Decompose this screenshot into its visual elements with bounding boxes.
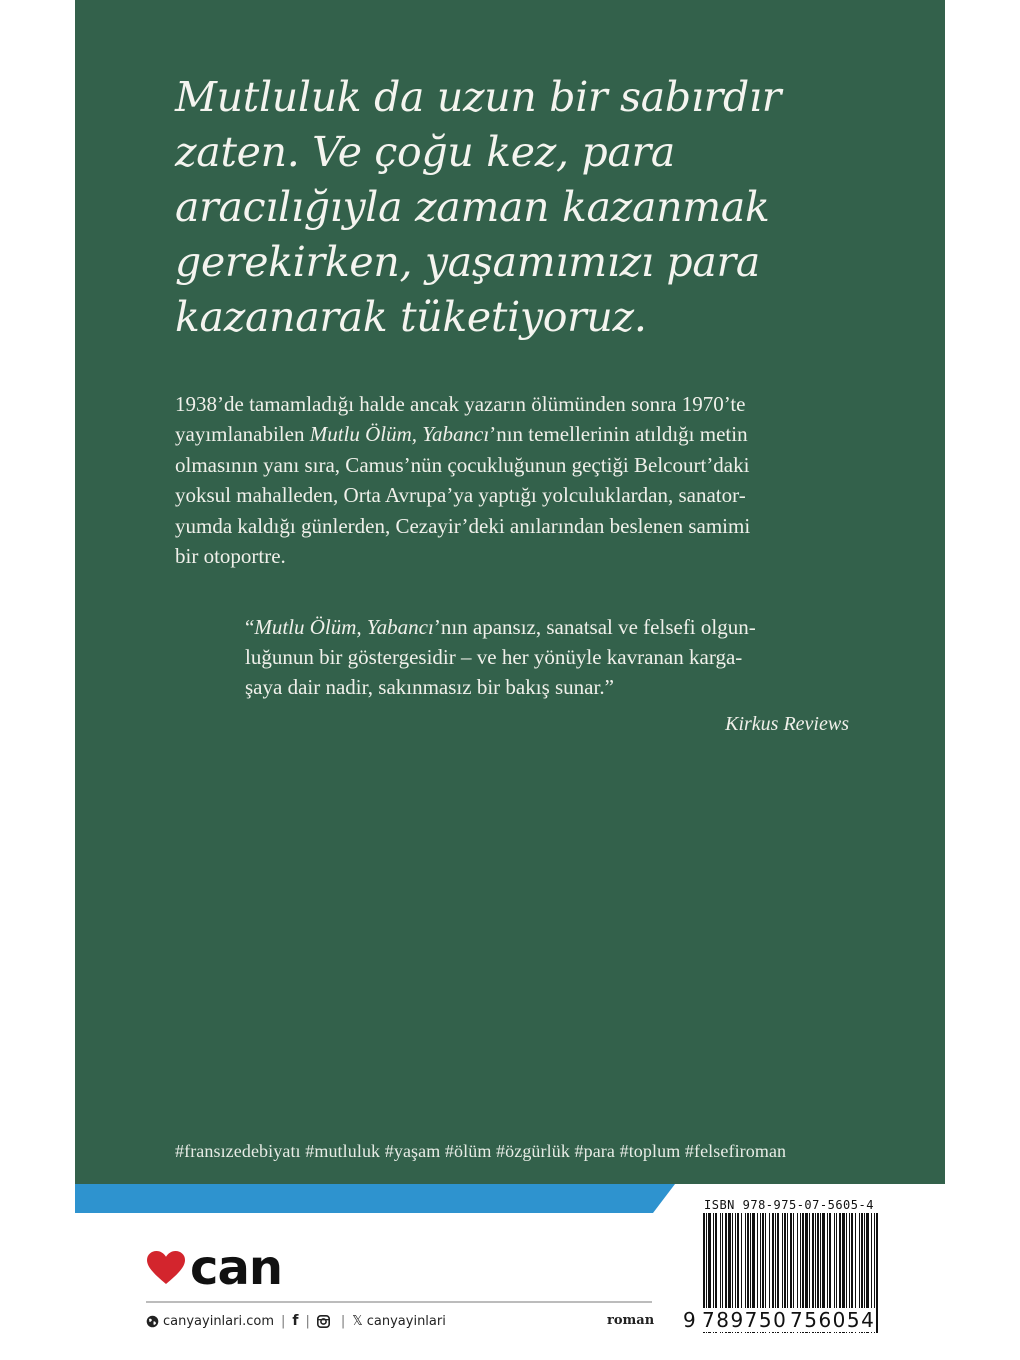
description-line: bir otoportre.	[175, 544, 286, 569]
epigraph-quote	[175, 70, 855, 345]
logo-text: can	[190, 1240, 283, 1296]
website-link[interactable]: canyayinlari.com	[163, 1313, 274, 1329]
description-line: olmasının yanı sıra, Camus’nün çocukluğunun geçtiği Belcourt’daki	[175, 452, 750, 477]
isbn-label: ISBN 978-975-07-5605-4	[704, 1198, 874, 1212]
quote-line: aracılığıyla zaman kazanmak	[175, 183, 770, 231]
separator: |	[281, 1313, 286, 1329]
separator: |	[340, 1313, 346, 1329]
publisher-logo	[146, 1240, 283, 1296]
isbn-digits	[683, 1308, 883, 1334]
heart-icon	[146, 1250, 186, 1286]
review-source: Kirkus Reviews	[725, 713, 849, 735]
book-title: Yabancı	[422, 422, 490, 447]
isbn-group-2: 756054	[790, 1308, 876, 1332]
review-quote	[245, 612, 851, 702]
quote-line: gerekirken, yaşamımızı para	[175, 238, 760, 286]
publisher-contacts	[146, 1310, 446, 1332]
isbn-first-digit: 9	[683, 1308, 696, 1332]
hashtags: #fransızedebiyatı #mutluluk #yaşam #ölüm #özgürlük #para #toplum #felsefiroman	[175, 1141, 787, 1161]
description-line: yayımlanabilen Mutlu Ölüm, Yabancı’nın temellerinin atıldığı metin	[175, 422, 748, 447]
facebook-icon[interactable]: f	[292, 1313, 299, 1329]
review-line: “Mutlu Ölüm, Yabancı’nın apansız, sanatsal ve felsefi olgun-	[245, 615, 756, 639]
review-line: şaya dair nadir, sakınmasız bir bakış sunar.”	[245, 675, 614, 699]
book-title: Yabancı	[366, 615, 434, 639]
quote-line: Mutluluk da uzun bir sabırdır	[175, 73, 782, 121]
quote-line: kazanarak tüketiyoruz.	[175, 293, 647, 341]
genre-label: roman	[607, 1313, 655, 1328]
separator: |	[305, 1313, 310, 1329]
isbn-group-1: 789750	[702, 1308, 788, 1332]
instagram-icon[interactable]	[317, 1315, 330, 1328]
blue-band	[75, 1184, 675, 1213]
book-title: Mutlu Ölüm	[254, 615, 357, 639]
footer-divider	[146, 1301, 652, 1303]
x-icon[interactable]: 𝕏	[352, 1313, 363, 1329]
book-description	[175, 389, 851, 571]
back-cover-panel	[75, 0, 945, 1184]
quote-line: zaten. Ve çoğu kez, para	[175, 128, 676, 176]
description-line: 1938’de tamamladığı halde ancak yazarın ölümünden sonra 1970’te	[175, 392, 746, 416]
description-line: yoksul mahalleden, Orta Avrupa’ya yaptığı yolculuklardan, sanator-	[175, 483, 746, 508]
review-line: luğunun bir göstergesidir – ve her yönüyle kavranan karga-	[245, 645, 743, 669]
social-handle[interactable]: canyayinlari	[366, 1313, 446, 1329]
description-line: yumda kaldığı günlerden, Cezayir’deki anılarından beslenen samimi	[175, 513, 751, 538]
book-title: Mutlu Ölüm	[309, 422, 412, 447]
globe-icon	[146, 1315, 159, 1328]
